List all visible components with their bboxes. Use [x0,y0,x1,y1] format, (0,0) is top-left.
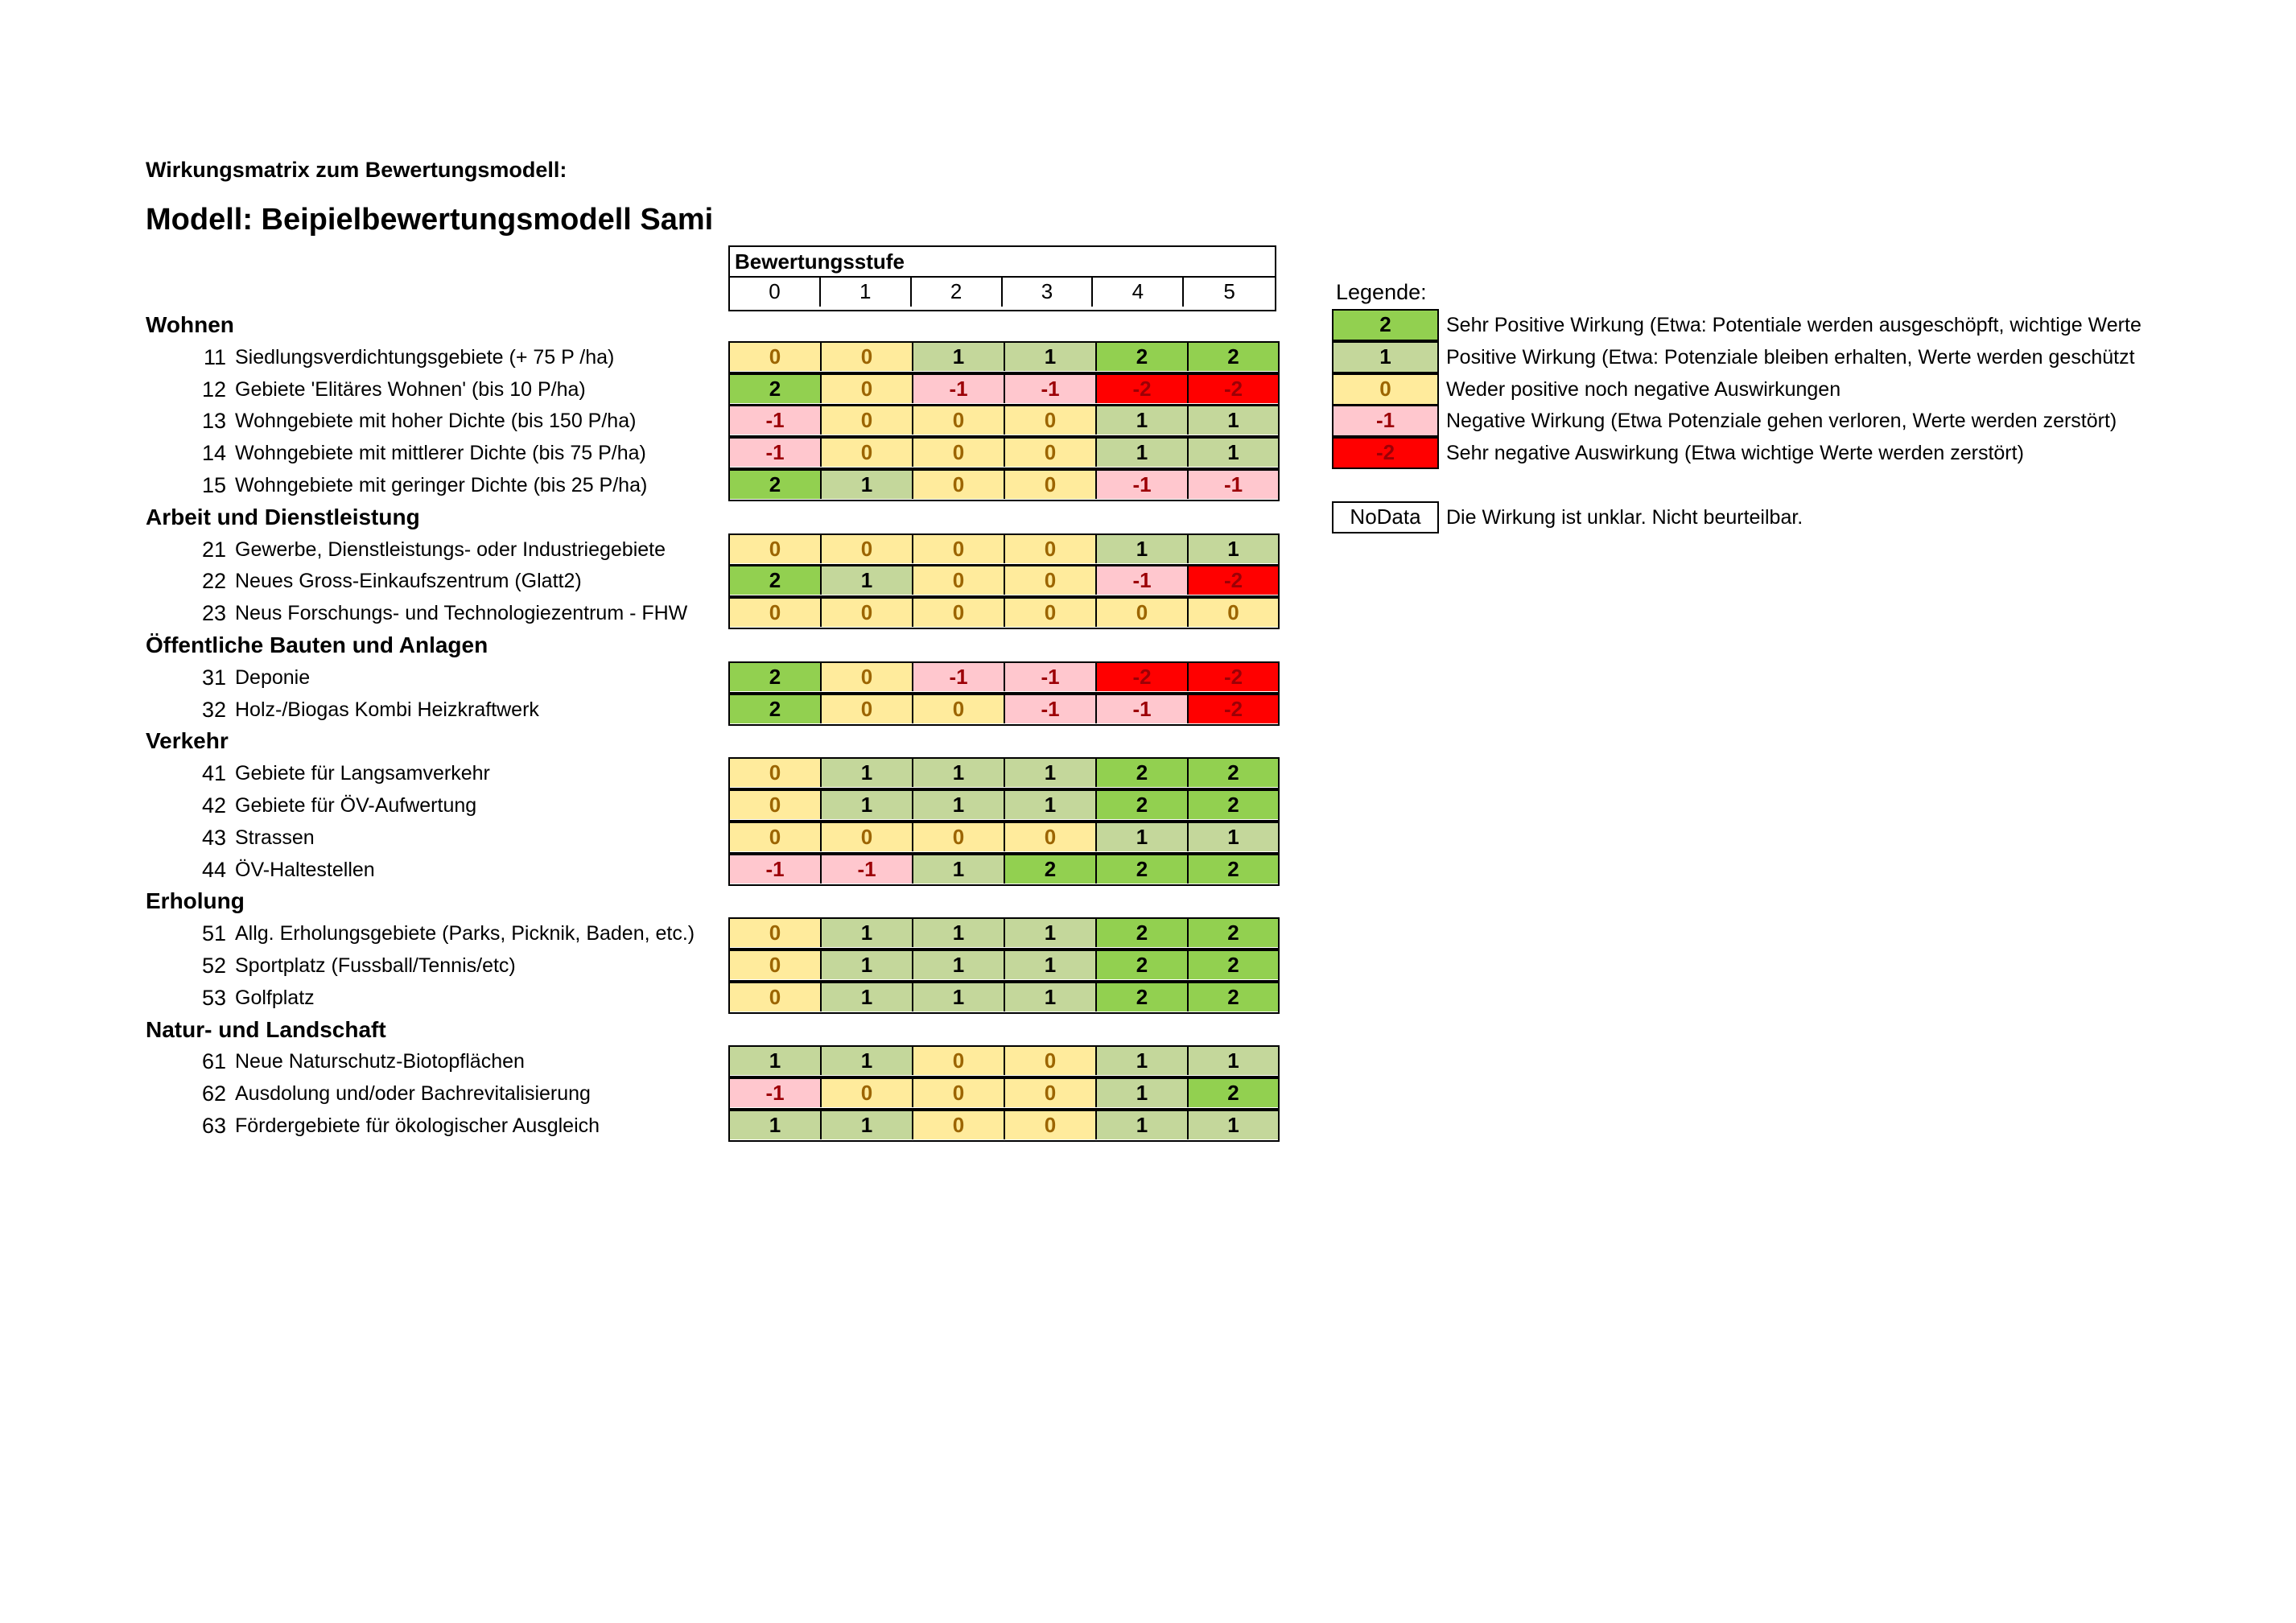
matrix-cell: -2 [1189,695,1278,723]
matrix-cell: 0 [822,375,913,403]
matrix-row [728,982,1280,1014]
matrix-cell: 2 [1097,759,1189,787]
matrix-cell: 1 [1189,1047,1278,1075]
row-label: Neue Naturschutz-Biotopflächen [235,1050,525,1073]
matrix-cell: 2 [1189,855,1278,884]
matrix-cell: 1 [822,566,913,595]
matrix-cell: 0 [1005,1111,1097,1139]
matrix-cell: 0 [1005,1047,1097,1075]
matrix-cell: 1 [1189,406,1278,435]
matrix-cell: 0 [730,823,822,851]
legend-swatch: -2 [1332,437,1439,469]
matrix-cell: 1 [1189,439,1278,467]
row-label: Wohngebiete mit hoher Dichte (bis 150 P/ha) [235,410,637,433]
row-number: 21 [201,537,226,562]
row-number: 23 [201,601,226,626]
matrix-row [728,565,1280,597]
matrix-row [728,661,1280,694]
row-label: Allg. Erholungsgebiete (Parks, Picknik, Baden, etc.) [235,922,695,945]
matrix-cell: -1 [1097,695,1189,723]
matrix-row [728,1110,1280,1142]
matrix-cell: 0 [1005,823,1097,851]
matrix-cell: 1 [730,1047,822,1075]
matrix-cell: 0 [730,343,822,371]
matrix-cell: -1 [1097,471,1189,499]
category-heading: Natur- und Landschaft [146,1016,386,1042]
subtitle: Wirkungsmatrix zum Bewertungsmodell: [146,158,567,182]
matrix-cell: -2 [1097,663,1189,691]
matrix-cell: 0 [913,1047,1005,1075]
row-label: Gebiete für ÖV-Aufwertung [235,794,477,817]
matrix-cell: -1 [730,439,822,467]
matrix-cell: 0 [913,599,1005,627]
matrix-cell: 2 [1189,1079,1278,1107]
page-title: Modell: Beipielbewertungsmodell Sami [146,203,714,237]
matrix-row [728,694,1280,726]
matrix-row [728,757,1280,789]
matrix-cell: -1 [913,375,1005,403]
matrix-cell: -1 [730,855,822,884]
row-number: 12 [201,377,226,402]
matrix-cell: 0 [913,695,1005,723]
matrix-cell: 2 [730,375,822,403]
row-number: 32 [201,697,226,722]
matrix-cell: 1 [822,919,913,947]
matrix-cell: 2 [1097,791,1189,819]
rating-header-label: Bewertungsstufe [730,247,1275,278]
matrix-cell: 0 [1097,599,1189,627]
matrix-cell: 1 [913,983,1005,1011]
matrix-row [728,949,1280,982]
matrix-cell: 0 [1005,439,1097,467]
matrix-cell: 0 [822,663,913,691]
matrix-cell: 1 [822,791,913,819]
matrix-cell: -1 [730,1079,822,1107]
matrix-cell: 0 [1189,599,1278,627]
matrix-cell: 0 [913,1079,1005,1107]
matrix-cell: 1 [1005,343,1097,371]
matrix-cell: 1 [1097,406,1189,435]
matrix-cell: 1 [913,343,1005,371]
matrix-cell: 0 [913,566,1005,595]
row-number: 41 [201,761,226,786]
category-heading: Öffentliche Bauten und Anlagen [146,632,488,657]
rating-header [728,245,1276,311]
rating-level-1: 1 [821,278,912,307]
legend-text: Sehr negative Auswirkung (Etwa wichtige Werte werden zerstört) [1446,442,2024,465]
matrix-cell: -1 [1005,375,1097,403]
rating-level-3: 3 [1003,278,1094,307]
matrix-cell: 0 [822,406,913,435]
matrix-cell: 2 [1097,919,1189,947]
matrix-cell: -2 [1189,566,1278,595]
matrix-cell: -2 [1189,375,1278,403]
matrix-row [728,789,1280,822]
row-number: 31 [201,665,226,690]
category-heading: Verkehr [146,728,229,754]
matrix-cell: 2 [1097,855,1189,884]
matrix-cell: 1 [822,1047,913,1075]
matrix-cell: 0 [822,535,913,563]
matrix-cell: 2 [1189,791,1278,819]
matrix-cell: 2 [1097,951,1189,979]
row-number: 22 [201,569,226,594]
row-label: Gewerbe, Dienstleistungs- oder Industriegebiete [235,538,666,561]
matrix-cell: 2 [1189,951,1278,979]
matrix-cell: 0 [1005,566,1097,595]
row-number: 61 [201,1049,226,1074]
matrix-cell: 0 [913,439,1005,467]
row-number: 11 [203,344,226,369]
matrix-cell: 1 [913,919,1005,947]
matrix-cell: 1 [913,855,1005,884]
row-label: Ausdolung und/oder Bachrevitalisierung [235,1082,591,1106]
matrix-row [728,437,1280,469]
category-heading: Erholung [146,888,245,914]
matrix-cell: 1 [1005,951,1097,979]
matrix-cell: 2 [730,663,822,691]
matrix-cell: 2 [730,471,822,499]
matrix-cell: 1 [822,983,913,1011]
row-number: 44 [201,857,226,882]
matrix-cell: 0 [822,823,913,851]
legend-swatch: 0 [1332,373,1439,406]
legend-title: Legende: [1336,280,1427,304]
matrix-cell: 1 [1097,439,1189,467]
matrix-cell: 1 [913,759,1005,787]
matrix-row [728,341,1280,373]
row-label: ÖV-Haltestellen [235,858,375,881]
matrix-cell: 1 [1097,1079,1189,1107]
matrix-cell: 2 [1005,855,1097,884]
matrix-row [728,917,1280,949]
row-label: Neus Forschungs- und Technologiezentrum - FHW [235,602,688,625]
matrix-cell: 0 [822,439,913,467]
matrix-cell: 1 [1097,535,1189,563]
matrix-cell: 1 [913,951,1005,979]
matrix-row [728,405,1280,437]
matrix-cell: -1 [1005,695,1097,723]
row-number: 13 [201,409,226,434]
matrix-cell: 1 [822,951,913,979]
matrix-row [728,597,1280,629]
category-heading: Arbeit und Dienstleistung [146,504,420,529]
row-label: Siedlungsverdichtungsgebiete (+ 75 P /ha) [235,345,615,369]
row-label: Fördergebiete für ökologischer Ausgleich [235,1114,600,1137]
matrix-cell: 1 [1189,1111,1278,1139]
matrix-cell: 1 [1097,1111,1189,1139]
matrix-cell: 0 [1005,535,1097,563]
legend-text: Negative Wirkung (Etwa Potenziale gehen verloren, Werte werden zerstört) [1446,410,2117,433]
row-label: Wohngebiete mit geringer Dichte (bis 25 P/ha) [235,474,648,496]
matrix-cell: 0 [730,983,822,1011]
row-number: 43 [201,825,226,850]
matrix-cell: 0 [730,919,822,947]
row-label: Strassen [235,826,315,849]
matrix-cell: 2 [730,695,822,723]
row-number: 63 [201,1114,226,1138]
matrix-cell: 0 [913,535,1005,563]
matrix-cell: 2 [1097,983,1189,1011]
matrix-cell: 0 [1005,406,1097,435]
matrix-cell: 1 [1189,535,1278,563]
matrix-cell: 2 [1189,343,1278,371]
matrix-row [728,469,1280,501]
rating-level-4: 4 [1093,278,1184,307]
matrix-cell: -2 [1189,663,1278,691]
matrix-cell: 1 [1189,823,1278,851]
legend-swatch: -1 [1332,405,1439,437]
row-number: 62 [201,1081,226,1106]
row-label: Neues Gross-Einkaufszentrum (Glatt2) [235,570,582,593]
matrix-cell: 0 [913,1111,1005,1139]
row-number: 53 [201,985,226,1010]
row-number: 52 [201,954,226,978]
matrix-cell: 1 [1005,759,1097,787]
matrix-cell: 1 [1005,791,1097,819]
matrix-cell: -1 [1097,566,1189,595]
matrix-row [728,533,1280,566]
matrix-cell: 0 [822,695,913,723]
legend-text: Weder positive noch negative Auswirkungen [1446,377,1841,401]
matrix-cell: 1 [1005,983,1097,1011]
legend-text: Sehr Positive Wirkung (Etwa: Potentiale werden ausgeschöpft, wichtige Werte [1446,314,2141,336]
row-label: Wohngebiete mit mittlerer Dichte (bis 75 P/ha) [235,442,646,465]
matrix-cell: 0 [822,1079,913,1107]
rating-header-levels [730,278,1275,307]
legend-nodata-swatch: NoData [1332,501,1439,533]
legend-swatch: 2 [1332,309,1439,341]
row-label: Sportplatz (Fussball/Tennis/etc) [235,954,516,977]
matrix-cell: -1 [1189,471,1278,499]
matrix-cell: 0 [822,343,913,371]
matrix-cell: -2 [1097,375,1189,403]
matrix-cell: 1 [822,1111,913,1139]
matrix-cell: 0 [913,471,1005,499]
rating-level-0: 0 [730,278,821,307]
legend-swatch: 1 [1332,341,1439,373]
matrix-cell: 2 [1189,919,1278,947]
row-label: Deponie [235,665,311,689]
matrix-cell: 0 [730,759,822,787]
matrix-cell: -1 [730,406,822,435]
matrix-cell: 2 [1189,983,1278,1011]
category-heading: Wohnen [146,312,234,337]
matrix-cell: 1 [730,1111,822,1139]
matrix-cell: 0 [730,535,822,563]
matrix-cell: 2 [1189,759,1278,787]
row-number: 42 [201,793,226,818]
matrix-cell: 0 [1005,1079,1097,1107]
matrix-cell: -1 [913,663,1005,691]
matrix-cell: 1 [1097,1047,1189,1075]
matrix-cell: 1 [822,759,913,787]
matrix-cell: 0 [913,823,1005,851]
rating-level-2: 2 [912,278,1003,307]
row-label: Holz-/Biogas Kombi Heizkraftwerk [235,698,539,721]
matrix-row [728,854,1280,886]
row-label: Golfplatz [235,986,315,1009]
matrix-cell: 0 [1005,471,1097,499]
matrix-cell: 1 [913,791,1005,819]
rating-level-5: 5 [1223,279,1235,303]
matrix-cell: 0 [1005,599,1097,627]
matrix-cell: 1 [822,471,913,499]
matrix-cell: 0 [730,599,822,627]
matrix-cell: 2 [1097,343,1189,371]
row-number: 15 [201,473,226,497]
row-number: 14 [201,441,226,466]
matrix-cell: 0 [730,791,822,819]
matrix-row [728,1077,1280,1110]
matrix-row [728,822,1280,854]
row-label: Gebiete für Langsamverkehr [235,762,490,785]
matrix-cell: -1 [1005,663,1097,691]
row-number: 51 [201,921,226,946]
matrix-row [728,1045,1280,1077]
legend-nodata-text: Die Wirkung ist unklar. Nicht beurteilbar. [1446,506,1803,529]
matrix-cell: 1 [1005,919,1097,947]
matrix-cell: 0 [822,599,913,627]
matrix-cell: 2 [730,566,822,595]
matrix-cell: 0 [913,406,1005,435]
matrix-row [728,373,1280,406]
matrix-cell: 1 [1097,823,1189,851]
matrix-cell: -1 [822,855,913,884]
matrix-cell: 0 [730,951,822,979]
row-label: Gebiete 'Elitäres Wohnen' (bis 10 P/ha) [235,377,586,401]
legend-text: Positive Wirkung (Etwa: Potenziale bleiben erhalten, Werte werden geschützt [1446,345,2135,369]
